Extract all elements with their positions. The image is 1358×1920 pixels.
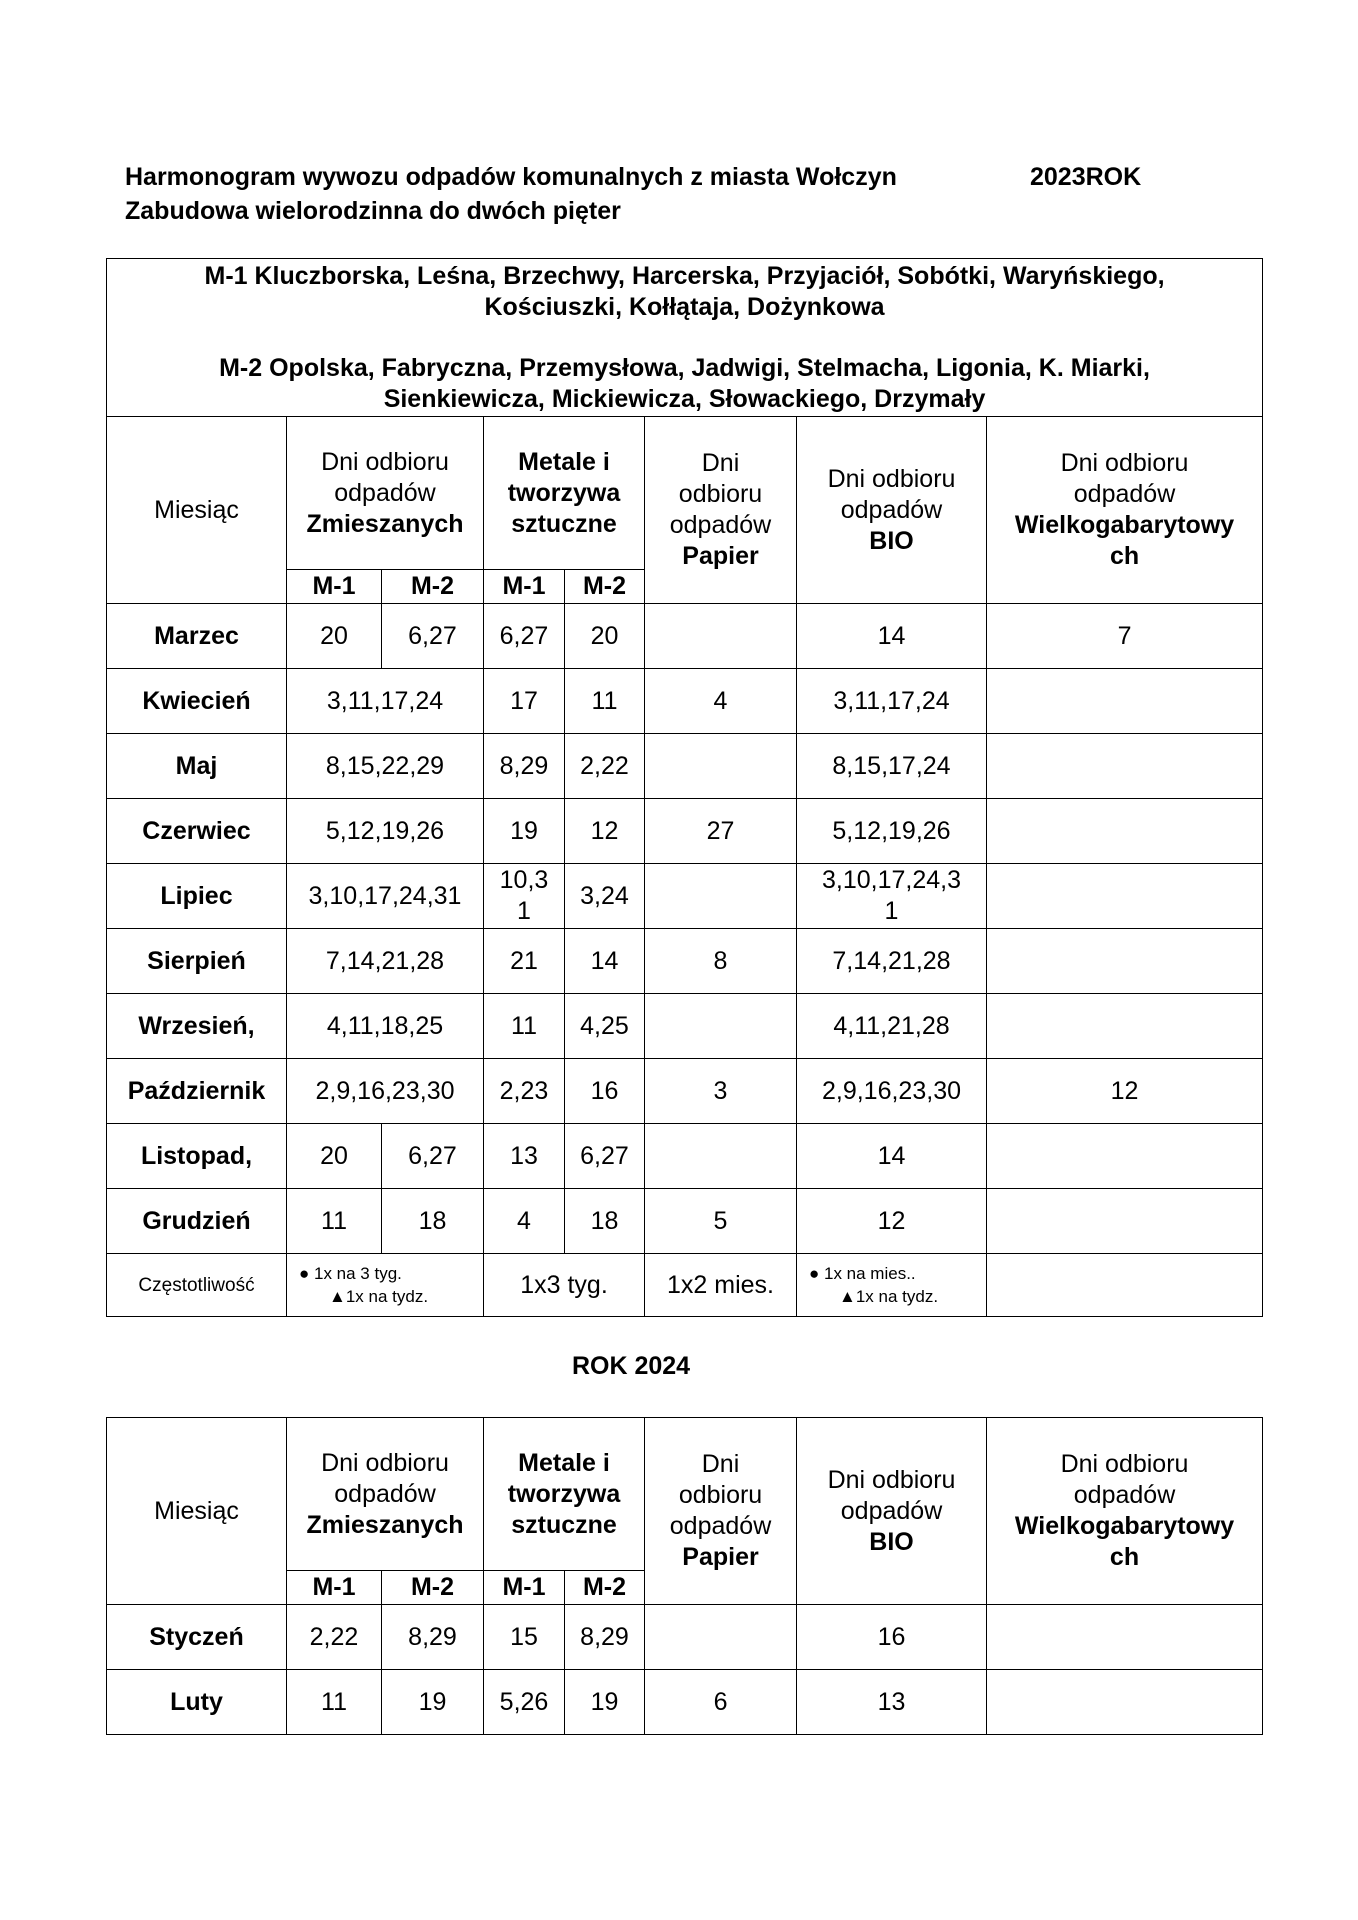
month-cell: Sierpień (107, 929, 287, 994)
month-cell: Styczeń (107, 1605, 287, 1670)
cell-bio: 16 (797, 1605, 987, 1670)
sub-mixed-m2: M-2 (382, 570, 484, 604)
cell-bulky (987, 734, 1263, 799)
schedule-table-2023 (106, 258, 1263, 1317)
month-cell: Maj (107, 734, 287, 799)
header-bio: Dni odbioru odpadów BIO (797, 417, 987, 604)
month-cell: Kwiecień (107, 669, 287, 734)
cell-metal-m2: 18 (565, 1189, 645, 1254)
cell-metal-m2: 19 (565, 1670, 645, 1735)
cell-metal-m2: 2,22 (565, 734, 645, 799)
table-row (107, 604, 1263, 669)
table-row (107, 994, 1263, 1059)
zone-m2-line1: M-2 Opolska, Fabryczna, Przemysłowa, Jadwigi, Stelmacha, Ligonia, K. Miarki, (219, 353, 1150, 382)
header-bulky: Dni odbioru odpadów Wielkogabarytowy ch (987, 1418, 1263, 1605)
frequency-bulky (987, 1254, 1263, 1317)
cell-bulky (987, 929, 1263, 994)
sub-metal-m2: M-2 (565, 570, 645, 604)
cell-mixed: 4,11,18,25 (287, 994, 484, 1059)
sub-metal-m2: M-2 (565, 1571, 645, 1605)
month-cell: Luty (107, 1670, 287, 1735)
cell-mixed-m1: 11 (287, 1670, 382, 1735)
header-paper: Dni odbioru odpadów Papier (645, 1418, 797, 1605)
month-cell: Czerwiec (107, 799, 287, 864)
header-mixed: Dni odbioru odpadów Zmieszanych (287, 417, 484, 570)
title-line-1: Harmonogram wywozu odpadów komunalnych z miasta Wołczyn (125, 163, 897, 191)
cell-metal-m2: 3,24 (565, 864, 645, 929)
frequency-paper: 1x2 mies. (645, 1254, 797, 1317)
cell-metal-m2: 8,29 (565, 1605, 645, 1670)
zone-m1-line1: M-1 Kluczborska, Leśna, Brzechwy, Harcerska, Przyjaciół, Sobótki, Waryńskiego, (204, 261, 1165, 290)
cell-metal-m1: 15 (484, 1605, 565, 1670)
cell-paper: 6 (645, 1670, 797, 1735)
cell-metal-m1: 5,26 (484, 1670, 565, 1735)
cell-bio: 12 (797, 1189, 987, 1254)
cell-metal-m1: 11 (484, 994, 565, 1059)
cell-mixed-m2: 18 (382, 1189, 484, 1254)
table-row (107, 669, 1263, 734)
cell-bulky (987, 1189, 1263, 1254)
table-row (107, 1605, 1263, 1670)
sub-mixed-m1: M-1 (287, 1571, 382, 1605)
cell-metal-m1: 10,3 1 (484, 864, 565, 929)
schedule-table-2024 (106, 1417, 1263, 1735)
title-line-2: Zabudowa wielorodzinna do dwóch pięter (125, 197, 621, 225)
cell-metal-m1: 13 (484, 1124, 565, 1189)
cell-bio: 14 (797, 1124, 987, 1189)
cell-paper: 3 (645, 1059, 797, 1124)
cell-metal-m2: 12 (565, 799, 645, 864)
header-row (107, 417, 1263, 570)
cell-mixed-m1: 11 (287, 1189, 382, 1254)
cell-bio: 14 (797, 604, 987, 669)
cell-mixed-m2: 6,27 (382, 1124, 484, 1189)
cell-bio: 7,14,21,28 (797, 929, 987, 994)
sub-metal-m1: M-1 (484, 570, 565, 604)
month-cell: Listopad, (107, 1124, 287, 1189)
month-cell: Grudzień (107, 1189, 287, 1254)
table-row (107, 1189, 1263, 1254)
table-row (107, 1670, 1263, 1735)
table-row (107, 864, 1263, 929)
cell-metal-m1: 6,27 (484, 604, 565, 669)
cell-paper (645, 864, 797, 929)
table-row (107, 929, 1263, 994)
cell-metal-m2: 20 (565, 604, 645, 669)
cell-mixed: 3,10,17,24,31 (287, 864, 484, 929)
cell-mixed-m2: 6,27 (382, 604, 484, 669)
cell-paper (645, 604, 797, 669)
cell-bio: 3,10,17,24,3 1 (797, 864, 987, 929)
header-month: Miesiąc (107, 417, 287, 604)
table-row (107, 1124, 1263, 1189)
cell-bio: 13 (797, 1670, 987, 1735)
title-year: 2023ROK (1030, 163, 1142, 191)
header-metal: Metale i tworzywa sztuczne (484, 1418, 645, 1571)
cell-paper (645, 734, 797, 799)
frequency-label: Częstotliwość (107, 1254, 287, 1317)
header-mixed: Dni odbioru odpadów Zmieszanych (287, 1418, 484, 1571)
cell-paper (645, 994, 797, 1059)
cell-bulky (987, 1670, 1263, 1735)
sub-mixed-m2: M-2 (382, 1571, 484, 1605)
cell-metal-m1: 19 (484, 799, 565, 864)
cell-bio: 3,11,17,24 (797, 669, 987, 734)
cell-metal-m1: 2,23 (484, 1059, 565, 1124)
cell-mixed: 2,9,16,23,30 (287, 1059, 484, 1124)
cell-mixed-m2: 8,29 (382, 1605, 484, 1670)
cell-bio: 5,12,19,26 (797, 799, 987, 864)
frequency-mixed: ● 1x na 3 tyg. ▲1x na tydz. (287, 1254, 484, 1317)
header-row (107, 1418, 1263, 1571)
cell-mixed-m1: 2,22 (287, 1605, 382, 1670)
cell-mixed-m1: 20 (287, 1124, 382, 1189)
header-paper: Dni odbioru odpadów Papier (645, 417, 797, 604)
frequency-row (107, 1254, 1263, 1317)
document-title (125, 160, 1142, 228)
month-cell: Marzec (107, 604, 287, 669)
cell-mixed: 7,14,21,28 (287, 929, 484, 994)
cell-mixed: 3,11,17,24 (287, 669, 484, 734)
cell-paper (645, 1124, 797, 1189)
month-cell: Październik (107, 1059, 287, 1124)
cell-bulky: 7 (987, 604, 1263, 669)
cell-paper: 4 (645, 669, 797, 734)
frequency-bio: ● 1x na mies.. ▲1x na tydz. (797, 1254, 987, 1317)
frequency-metal: 1x3 tyg. (484, 1254, 645, 1317)
cell-bulky (987, 799, 1263, 864)
cell-bio: 4,11,21,28 (797, 994, 987, 1059)
cell-metal-m1: 8,29 (484, 734, 565, 799)
cell-metal-m2: 4,25 (565, 994, 645, 1059)
table-row (107, 734, 1263, 799)
cell-mixed: 8,15,22,29 (287, 734, 484, 799)
zone-m2-line2: Sienkiewicza, Mickiewicza, Słowackiego, Drzymały (383, 384, 986, 413)
cell-paper (645, 1605, 797, 1670)
cell-bulky (987, 669, 1263, 734)
cell-paper: 5 (645, 1189, 797, 1254)
cell-bio: 2,9,16,23,30 (797, 1059, 987, 1124)
cell-metal-m2: 11 (565, 669, 645, 734)
sub-mixed-m1: M-1 (287, 570, 382, 604)
cell-bulky (987, 1605, 1263, 1670)
header-metal: Metale i tworzywa sztuczne (484, 417, 645, 570)
cell-bulky (987, 864, 1263, 929)
cell-metal-m1: 4 (484, 1189, 565, 1254)
cell-mixed-m2: 19 (382, 1670, 484, 1735)
cell-metal-m1: 21 (484, 929, 565, 994)
cell-mixed: 5,12,19,26 (287, 799, 484, 864)
cell-bulky (987, 1124, 1263, 1189)
year-2024-title: ROK 2024 (571, 1352, 691, 1380)
zones-row (107, 259, 1263, 417)
table-row (107, 799, 1263, 864)
sub-metal-m1: M-1 (484, 1571, 565, 1605)
table-row (107, 1059, 1263, 1124)
cell-metal-m1: 17 (484, 669, 565, 734)
cell-paper: 27 (645, 799, 797, 864)
cell-bulky (987, 994, 1263, 1059)
cell-mixed-m1: 20 (287, 604, 382, 669)
cell-metal-m2: 14 (565, 929, 645, 994)
cell-bio: 8,15,17,24 (797, 734, 987, 799)
header-month: Miesiąc (107, 1418, 287, 1605)
header-bulky: Dni odbioru odpadów Wielkogabarytowy ch (987, 417, 1263, 604)
zone-m1-line2: Kościuszki, Kołłątaja, Dożynkowa (484, 292, 885, 321)
month-cell: Lipiec (107, 864, 287, 929)
cell-metal-m2: 6,27 (565, 1124, 645, 1189)
cell-bulky: 12 (987, 1059, 1263, 1124)
cell-metal-m2: 16 (565, 1059, 645, 1124)
zones-cell (107, 259, 1263, 417)
cell-paper: 8 (645, 929, 797, 994)
month-cell: Wrzesień, (107, 994, 287, 1059)
header-bio: Dni odbioru odpadów BIO (797, 1418, 987, 1605)
